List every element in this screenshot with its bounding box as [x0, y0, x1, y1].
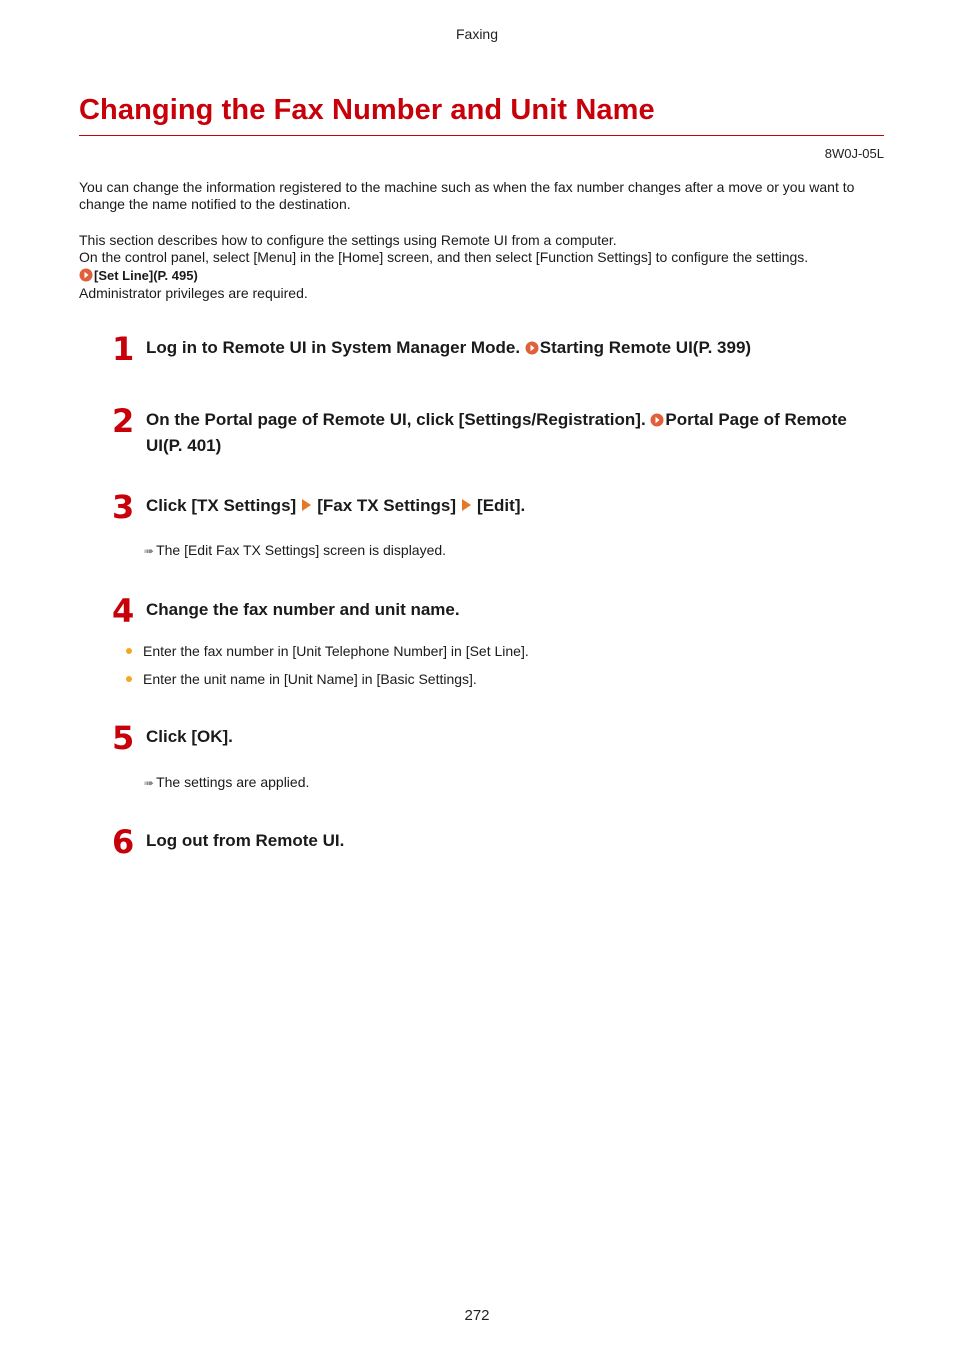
step-text — [146, 493, 866, 519]
bullet-text: Enter the fax number in [Unit Telephone Number] in [Set Line]. — [143, 643, 529, 659]
set-line-link[interactable] — [79, 266, 889, 285]
intro-line: On the control panel, select [Menu] in the [Home] screen, and then select [Function Settings] to configure the settings. — [79, 249, 809, 265]
triangle-arrow-icon — [462, 499, 471, 511]
step-result — [144, 542, 446, 558]
link-label: Starting Remote UI(P. 399) — [539, 338, 752, 357]
list-item — [126, 671, 477, 687]
intro-line: This section describes how to configure the settings using Remote UI from a computer. — [79, 232, 617, 248]
step-text: Log out from Remote UI. — [146, 831, 345, 850]
bullet-icon — [126, 648, 132, 654]
result-arrow-icon: ➠ — [144, 776, 155, 790]
starting-remote-ui-link[interactable] — [525, 338, 751, 357]
step-text — [146, 407, 866, 459]
link-arrow-icon — [525, 341, 539, 355]
bullet-icon — [126, 676, 132, 682]
step-text — [146, 335, 866, 361]
bullet-text: Enter the unit name in [Unit Name] in [Basic Settings]. — [143, 671, 477, 687]
intro-settings-paragraph — [79, 232, 889, 302]
step-part: [Edit]. — [477, 496, 526, 515]
link-label: Portal Page of Remote UI(P. 401) — [146, 410, 847, 455]
step-number: 6 — [112, 823, 135, 861]
step-part: Click [TX Settings] — [146, 496, 297, 515]
page-title: Changing the Fax Number and Unit Name — [79, 94, 655, 126]
step-instruction: On the Portal page of Remote UI, click [Settings/Registration]. — [146, 410, 646, 429]
list-item — [126, 643, 529, 659]
step-number: 4 — [112, 592, 135, 630]
step-number: 3 — [112, 488, 135, 526]
step-instruction: Log in to Remote UI in System Manager Mode. — [146, 338, 521, 357]
result-arrow-icon: ➠ — [144, 544, 155, 558]
link-arrow-icon — [650, 413, 664, 427]
link-label: [Set Line](P. 495) — [94, 268, 198, 283]
intro-paragraph: You can change the information registered to the machine such as when the fax number changes after a move or you want to change the name notified to the destination. — [79, 179, 855, 212]
link-arrow-icon — [79, 268, 93, 282]
step-result — [144, 774, 309, 790]
step-number: 2 — [112, 402, 135, 440]
step-number: 1 — [112, 330, 135, 368]
title-divider — [79, 135, 884, 136]
step-part: [Fax TX Settings] — [317, 496, 457, 515]
step-text: Change the fax number and unit name. — [146, 600, 460, 619]
step-number: 5 — [112, 719, 135, 757]
document-id: 8W0J-05L — [824, 146, 884, 161]
result-text: The settings are applied. — [156, 774, 310, 790]
result-text: The [Edit Fax TX Settings] screen is displayed. — [156, 542, 447, 558]
triangle-arrow-icon — [302, 499, 311, 511]
running-header: Faxing — [455, 26, 499, 42]
page-number: 272 — [464, 1307, 490, 1324]
intro-line: Administrator privileges are required. — [79, 285, 308, 301]
step-text: Click [OK]. — [146, 727, 233, 746]
